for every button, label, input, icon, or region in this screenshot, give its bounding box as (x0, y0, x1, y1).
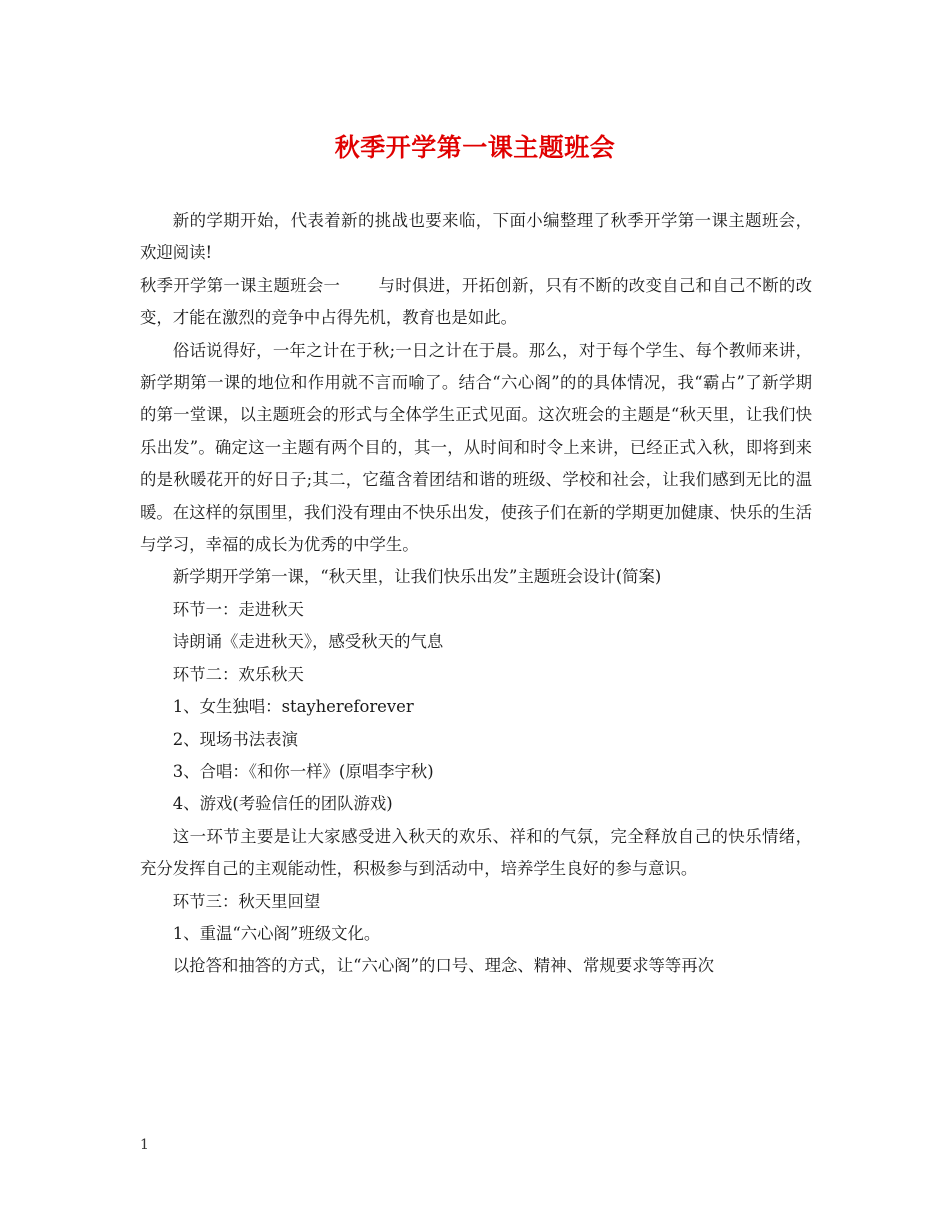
body-paragraph: 4、游戏(考验信任的团队游戏) (172, 794, 393, 814)
body-paragraph: 3、合唱：《和你一样》(原唱李宇秋) (172, 761, 434, 781)
section-heading-paragraph (140, 270, 812, 335)
intro-paragraph: 新的学期开始，代表着新的挑战也要来临，下面小编整理了秋季开学第一课主题班会，欢迎阅读! (140, 211, 812, 263)
document-title: 秋季开学第一课主题班会 (334, 133, 616, 162)
body-paragraph: 2、现场书法表演 (172, 729, 298, 749)
body-paragraph: 环节二：欢乐秋天 (172, 664, 304, 684)
body-paragraph: 这一环节主要是让大家感受进入秋天的欢乐、祥和的气氛，完全释放自己的快乐情绪，充分发挥自己的主观能动性，积极参与到活动中，培养学生良好的参与意识。 (140, 826, 812, 879)
body-paragraph: 环节三：秋天里回望 (172, 891, 321, 911)
body-paragraph: 诗朗诵《走进秋天》，感受秋天的气息 (172, 632, 444, 652)
body-paragraph: 1、重温“六心阁”班级文化。 (172, 923, 381, 943)
document-body (140, 205, 812, 983)
body-paragraph: 环节一：走进秋天 (172, 599, 304, 619)
section-heading: 秋季开学第一课主题班会一 (140, 275, 341, 295)
body-paragraph: 1、女生独唱：stayhereforever (172, 697, 414, 717)
section-heading-text: 与时俱进，开拓创新，只有不断的改变自己和自己不断的改变，才能在激烈的竞争中占得先机，教育也是如此。 (140, 275, 813, 328)
body-paragraph: 以抢答和抽答的方式，让“六心阁”的口号、理念、精神、常规要求等等再次 (172, 956, 715, 976)
page-number: 1 (140, 1137, 149, 1153)
body-paragraph: 俗话说得好，一年之计在于秋;一日之计在于晨。那么，对于每个学生、每个教师来讲，新学期第一课的地位和作用就不言而喻了。结合“六心阁”的的具体情况，我“霸占”了新学期的第一堂课，以主题班会的形式与全体学生正式见面。这次班会的主题是“秋天里，让我们快乐出发”。确定这一主题有两个目的，其一，从时间和时令上来讲，已经正式入秋，即将到来的是秋暖花开的好日子;其二，它蕴含着团结和谐的班级、学校和社会，让我们感到无比的温暖。在这样的氛围里，我们没有理由不快乐出发，使孩子们在新的学期更加健康、快乐的生活与学习，幸福的成长为优秀的中学生。 (140, 340, 813, 555)
body-paragraph: 新学期开学第一课，“秋天里，让我们快乐出发”主题班会设计(简案) (172, 567, 662, 587)
